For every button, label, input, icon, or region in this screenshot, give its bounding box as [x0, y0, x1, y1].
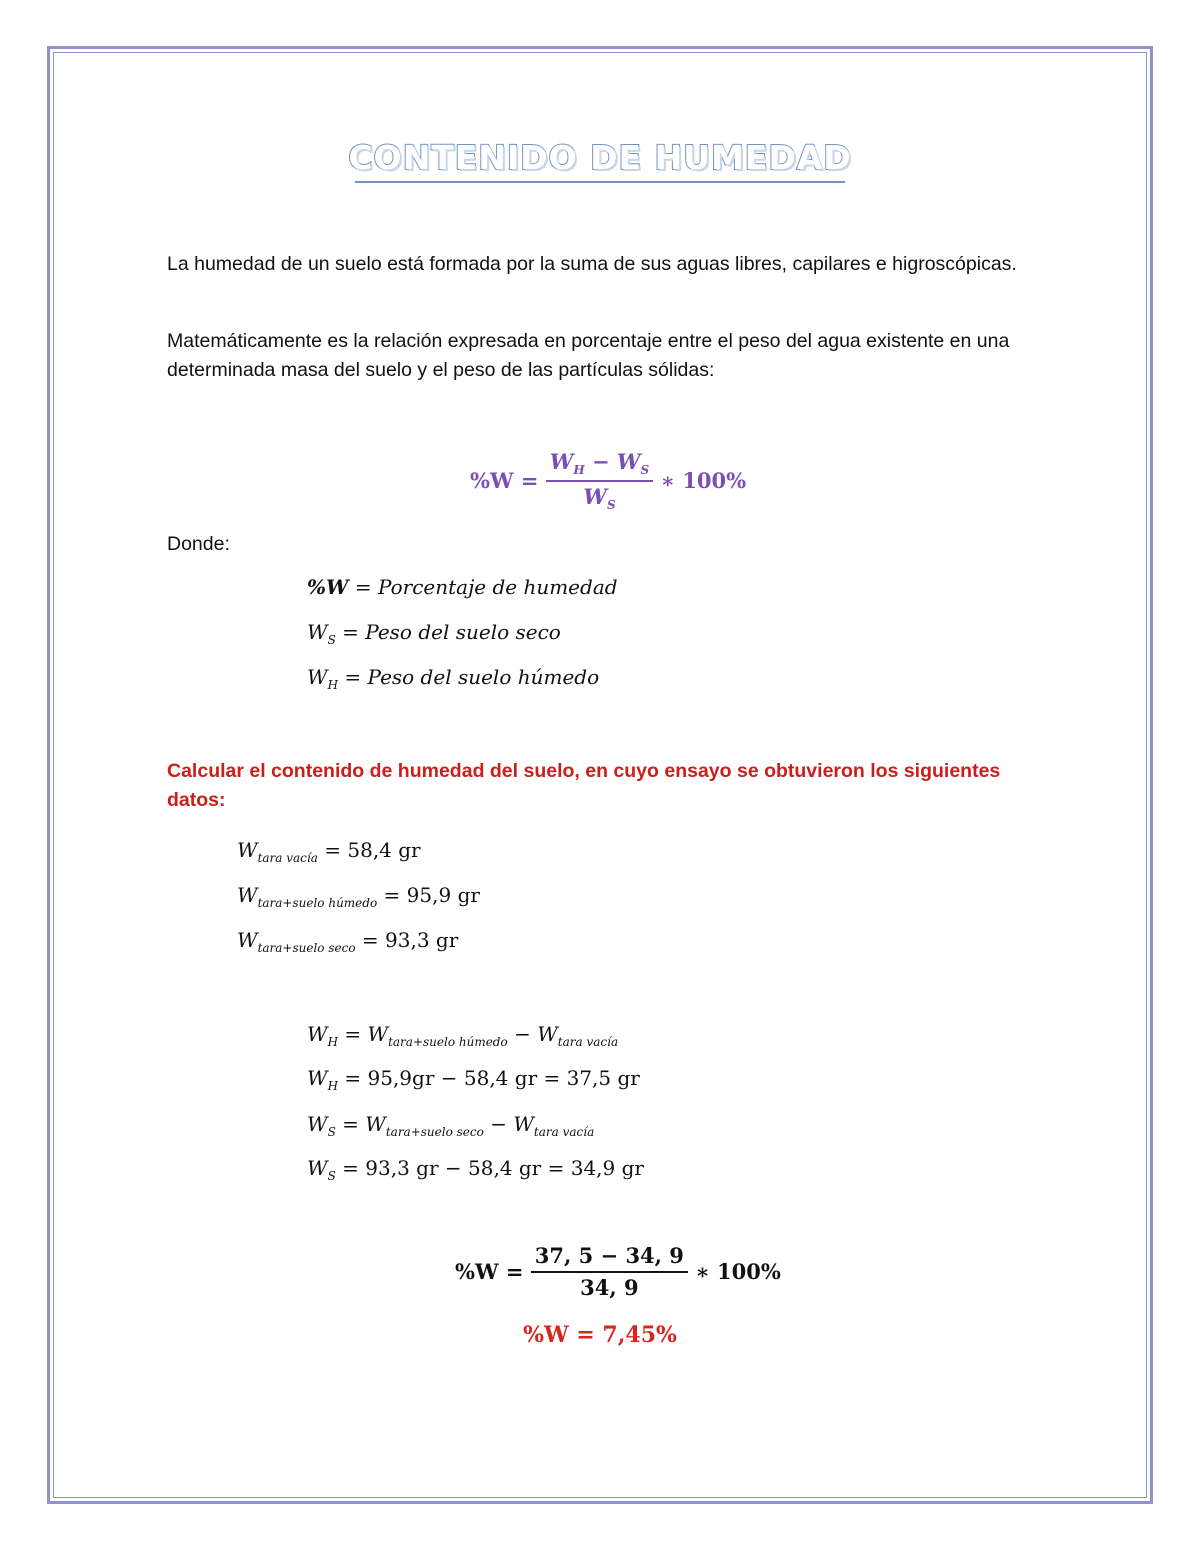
definition-ws: $W_S$ = Peso del suelo seco — [307, 620, 561, 647]
step-ws-calculation: $W_S = 93,3$ gr − 58,4 gr = 34,9 gr — [307, 1156, 644, 1183]
final-result: %W = 7,45% — [523, 1322, 677, 1348]
step-wh-calculation: $W_H = 95,9gr - 58,4$ gr = 37,5 gr — [307, 1066, 640, 1093]
page-title: CONTENIDO DE HUMEDAD — [348, 138, 852, 177]
title-underline — [355, 181, 845, 183]
intro-paragraph-2: Matemáticamente es la relación expresada en porcentaje entre el peso del agua existente en una determinada masa del suelo y el peso de las partículas sólidas: — [167, 330, 1010, 381]
step-wh-definition: $W_H = W_{tara+suelo húmedo} - W_{tara vacía}$ — [307, 1022, 619, 1049]
data-tara-vacia: $W_{tara vacía} = 58,4$ gr — [237, 838, 421, 865]
formula-rhs: ∗ 100% — [660, 468, 747, 493]
intro-paragraph-1: La humedad de un suelo está formada por la suma de sus aguas libres, capilares e higroscópicas. — [167, 253, 1017, 275]
formula-lhs: %W = — [470, 468, 539, 493]
data-tara-suelo-humedo: $W_{tara+suelo húmedo} = 95,9$ gr — [237, 883, 480, 910]
formula-fraction: $\frac{W_H - W_S}{W_S}$ — [546, 449, 653, 512]
result-fraction: $\frac{37, 5 - 34, 9}{34, 9}$ — [531, 1243, 688, 1300]
data-tara-suelo-seco: $W_{tara+suelo seco} = 93,3$ gr — [237, 928, 459, 955]
problem-statement: Calcular el contenido de humedad del suelo, en cuyo ensayo se obtuvieron los siguientes datos: — [167, 760, 1001, 811]
result-formula: %W = $\frac{37, 5 - 34, 9}{34, 9}$ ∗ 100% — [455, 1243, 781, 1300]
definition-percent-w: %W = Porcentaje de humedad — [307, 575, 618, 599]
donde-label: Donde: — [167, 533, 230, 555]
definition-wh: $W_H$ = Peso del suelo húmedo — [307, 665, 600, 692]
main-formula — [470, 449, 746, 512]
step-ws-definition: $W_S = W_{tara+suelo seco} - W_{tara vacía}$ — [307, 1112, 595, 1139]
